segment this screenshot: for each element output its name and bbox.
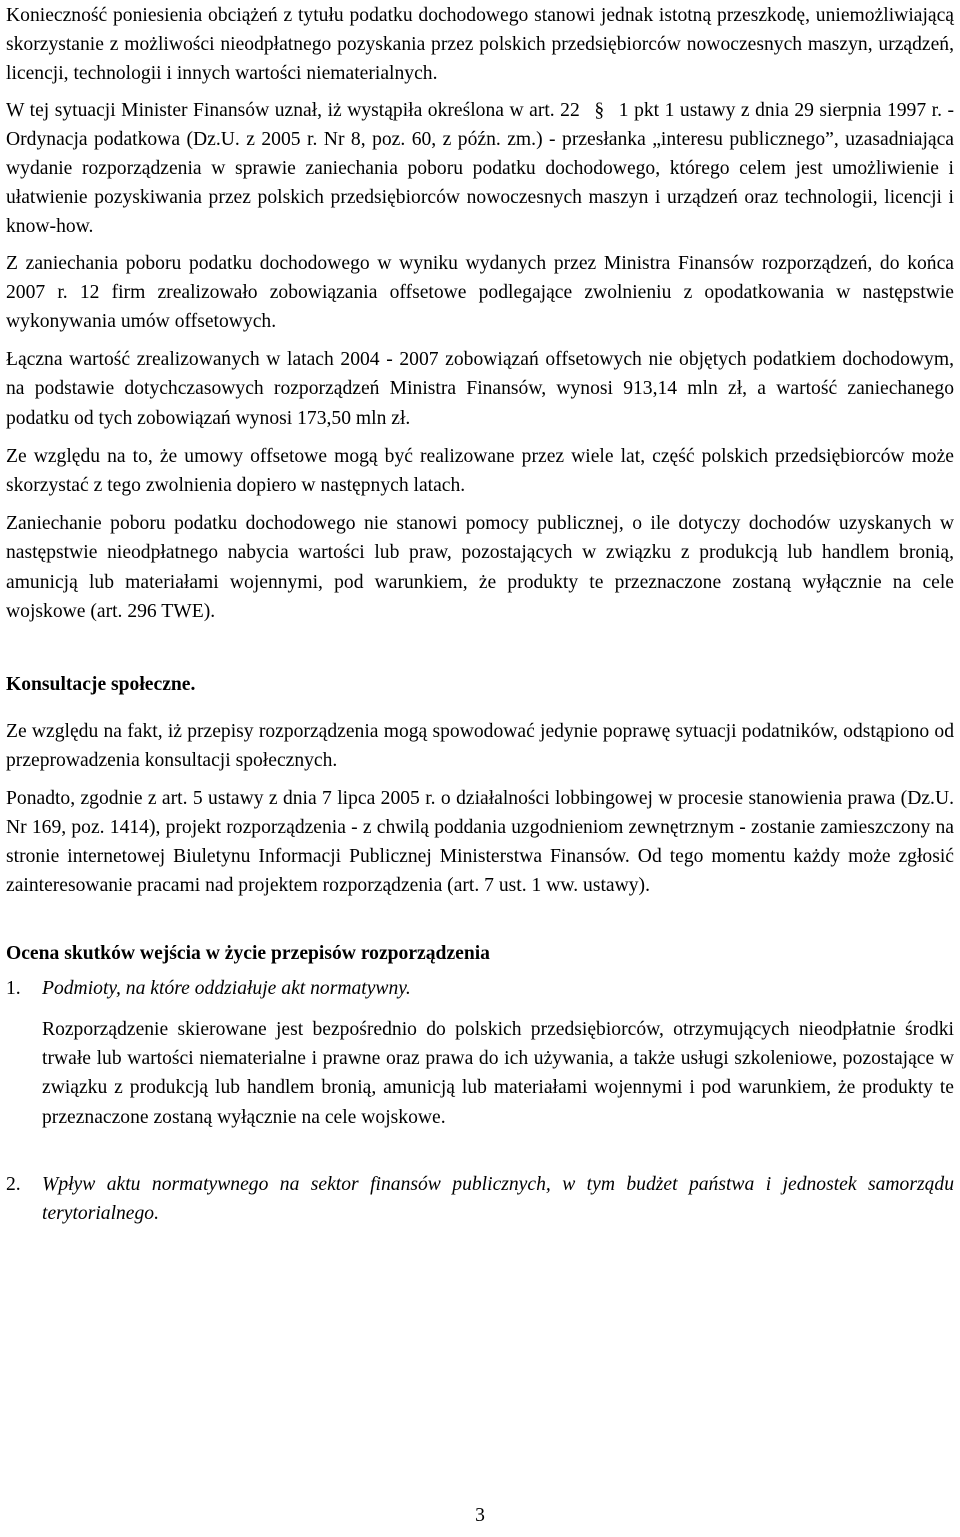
list-item-body: Rozporządzenie skierowane jest bezpośrednio do polskich przedsiębiorców, otrzymujących nieodpłatnie środki trwałe lub wartości niematerialne i prawne oraz prawa do ich używania, a także usługi szkoleniowe, pozostające w związku z produkcją lub handlem bronią, amunicją lub materiałami wojennymi i pod warunkiem, że produkty te przeznaczone zostaną wyłącznie na cele wojskowe. xyxy=(42,1018,954,1128)
paragraph-public-aid: Zaniechanie poboru podatku dochodowego nie stanowi pomocy publicznej, o ile dotyczy dochodów uzyskanych w następstwie nieodpłatnego nabycia wartości lub praw, pozostających w związku z produkcją lub handlem bronią, amunicją lub materiałami wojennymi, pod warunkiem, że produkty te przeznaczone zostaną wyłącznie na cele wojskowe (art. 296 TWE). xyxy=(6,513,954,622)
paragraph-firms-count: Z zaniechania poboru podatku dochodowego w wyniku wydanych przez Ministra Finansów rozporządzeń, do końca 2007 r. 12 firm zrealizowało zobowiązania offsetowe podlegające zwolnieniu z opodatkowania w następstwie wykonywania umów offsetowych. xyxy=(6,252,954,333)
paragraph-minister-decision-start: W tej sytuacji Minister Finansów uznał, iż wystąpiła określona w art. 22 xyxy=(6,99,580,121)
paragraph-minister-decision xyxy=(6,96,954,242)
paragraph-minister-decision-rest: 1 pkt 1 ustawy z dnia 29 sierpnia 1997 r. - Ordynacja podatkowa (Dz.U. z 2005 r. Nr 8, poz. 60, z późn. zm.) - przesłanka „interesu publicznego”, uzasadniająca wydanie rozporządzenia w sprawie zaniechania poboru podatku dochodowego, którego celem jest umożliwienie i ułatwienie pozyskiwania przez polskich przedsiębiorców nowoczesnych maszyn i urządzeń oraz technologii, licencji i know-how. xyxy=(6,99,954,238)
list-item-affected-entities xyxy=(6,974,954,1003)
paragraph-total-value: Łączna wartość zrealizowanych w latach 2004 - 2007 zobowiązań offsetowych nie objętych podatkiem dochodowym, na podstawie dotychczasowych rozporządzeń Ministra Finansów, wynosi 913,14 mln zł, a wartość zaniechanego podatku od tych zobowiązań wynosi 173,50 mln zł. xyxy=(6,349,954,429)
page-number: 3 xyxy=(475,1505,485,1526)
list-item-public-finance xyxy=(6,1170,954,1228)
heading-consultations: Konsultacje społeczne. xyxy=(6,674,196,696)
list-item-title: Podmioty, na które oddziałuje akt normatywny. xyxy=(42,977,411,999)
section-sign-icon: § xyxy=(594,99,605,121)
document-page xyxy=(6,0,954,1228)
paragraph-consultations-skipped: Ze względu na fakt, iż przepisy rozporządzenia mogą spowodować jedynie poprawę sytuacji podatników, odstąpiono od przeprowadzenia konsultacji społecznych. xyxy=(6,721,954,772)
paragraph-offset-years: Ze względu na to, że umowy offsetowe mogą być realizowane przez wiele lat, część polskich przedsiębiorców może skorzystać z tego zwolnienia dopiero w następnych latach. xyxy=(6,445,954,497)
paragraph-lobbying-act: Ponadto, zgodnie z art. 5 ustawy z dnia 7 lipca 2005 r. o działalności lobbingowej w procesie stanowienia prawa (Dz.U. Nr 169, poz. 1414), projekt rozporządzenia - z chwilą poddania uzgodnieniom zewnętrznym - zostanie zamieszczony na stronie internetowej Biuletynu Informacji Publicznej Ministerstwa Finansów. Od tego momentu każdy może zgłosić zainteresowanie pracami nad projektem rozporządzenia (art. 7 ust. 1 ww. ustawy). xyxy=(6,787,954,897)
heading-impact-assessment: Ocena skutków wejścia w życie przepisów rozporządzenia xyxy=(6,943,490,965)
list-item-number: 1. xyxy=(6,977,21,999)
list-item-number: 2. xyxy=(6,1173,21,1195)
list-item-title: Wpływ aktu normatywnego na sektor finansów publicznych, w tym budżet państwa i jednostek samorządu terytorialnego. xyxy=(42,1173,954,1224)
paragraph-tax-obstacle: Konieczność poniesienia obciążeń z tytułu podatku dochodowego stanowi jednak istotną przeszkodę, uniemożliwiającą skorzystanie z możliwości nieodpłatnego pozyskania przez polskich przedsiębiorców nowoczesnych maszyn, urządzeń, licencji, technologii i innych wartości niematerialnych. xyxy=(6,5,954,85)
